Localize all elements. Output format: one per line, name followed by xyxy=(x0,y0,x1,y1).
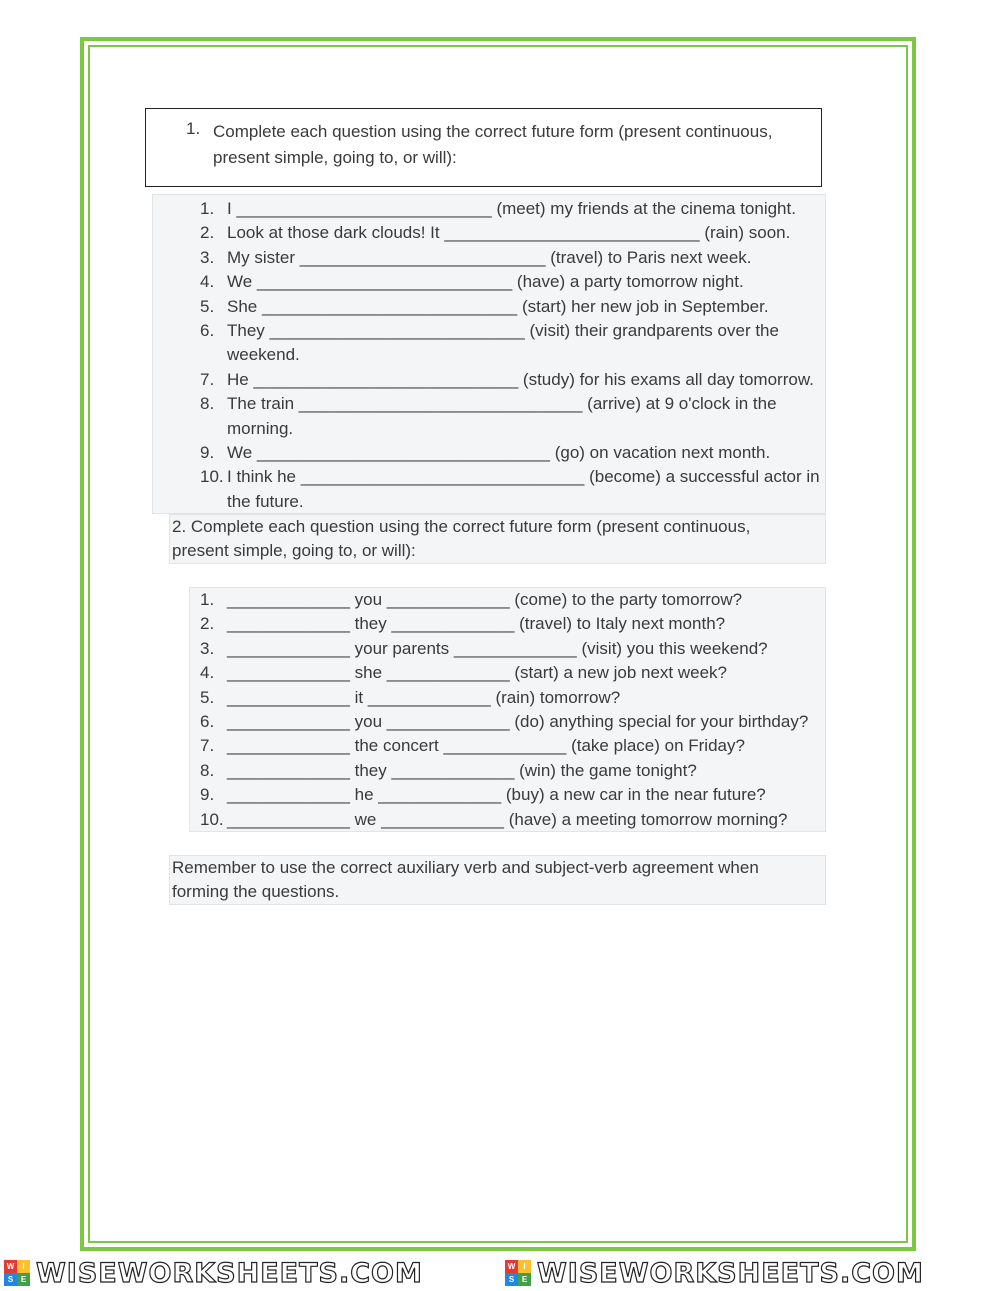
section1-item-text: He ____________________________ (study) for his exams all day tomorrow. xyxy=(227,369,814,389)
logo-cube-icon: W I S E xyxy=(4,1260,30,1286)
section2-item-text: _____________ the concert _____________ (take place) on Friday? xyxy=(227,736,745,756)
reminder-line2: forming the questions. xyxy=(172,882,340,901)
section2-item-number: 10. xyxy=(200,809,224,829)
section1-item-text: I think he ______________________________ (become) a successful actor in xyxy=(227,467,820,487)
section1-header-box xyxy=(145,108,822,187)
section2-item-number: 1. xyxy=(200,590,215,609)
section1-number: 1. xyxy=(186,119,201,138)
section1-item-number: 1. xyxy=(200,199,215,218)
section2-item-number: 3. xyxy=(200,638,215,658)
section2-item-text: _____________ we _____________ (have) a meeting tomorrow morning? xyxy=(227,809,788,829)
section2-item-number: 9. xyxy=(200,785,215,805)
section2-item-text: _____________ you _____________ (do) anything special for your birthday? xyxy=(227,712,809,731)
section2-instruction-line2: present simple, going to, or will): xyxy=(172,541,416,560)
section1-item-text: They ___________________________ (visit) their grandparents over the xyxy=(227,321,779,340)
section1-item-text: the future. xyxy=(227,491,304,511)
section2-item-text: _____________ your parents _____________ (visit) you this weekend? xyxy=(227,638,768,658)
section1-item-text: I ___________________________ (meet) my friends at the cinema tonight. xyxy=(227,199,796,218)
section1-item-text: We ___________________________ (have) a party tomorrow night. xyxy=(227,272,744,292)
section1-item-text: We _______________________________ (go) on vacation next month. xyxy=(227,443,771,462)
section2-item-text: _____________ she _____________ (start) a new job next week? xyxy=(227,663,727,683)
section1-item-number: 6. xyxy=(200,321,215,340)
section1-item-number: 8. xyxy=(200,394,215,414)
section2-item-text: _____________ he _____________ (buy) a new car in the near future? xyxy=(227,785,766,805)
section1-item-text: morning. xyxy=(227,418,294,438)
section1-item-number: 3. xyxy=(200,247,215,267)
section1-item-number: 4. xyxy=(200,272,215,292)
section1-item-number: 9. xyxy=(200,443,215,462)
section1-item-number: 10. xyxy=(200,467,224,487)
section2-item-text: _____________ they _____________ (travel) to Italy next month? xyxy=(227,614,726,634)
section2-item-number: 8. xyxy=(200,760,215,780)
logo-text: WISEWORKSHEETS.COM xyxy=(36,1257,423,1289)
section2-item-number: 4. xyxy=(200,663,215,683)
logo-cube-icon: W I S E xyxy=(505,1260,531,1286)
section2-item-text: _____________ it _____________ (rain) tomorrow? xyxy=(227,687,621,707)
footer-logo-left xyxy=(4,1258,423,1288)
section1-instruction: Complete each question using the correct future form (present continuous, present simple, going to, or will): xyxy=(213,122,773,167)
reminder-line1: Remember to use the correct auxiliary verb and subject-verb agreement when xyxy=(172,858,759,877)
section2-item-number: 6. xyxy=(200,712,215,731)
section1-item-text: The train ______________________________ (arrive) at 9 o'clock in the xyxy=(227,394,777,414)
section1-item-number: 7. xyxy=(200,369,215,389)
section1-item-text: Look at those dark clouds! It ___________________________ (rain) soon. xyxy=(227,223,791,243)
section1-item-number: 5. xyxy=(200,296,215,316)
section2-instruction-line1: 2. Complete each question using the correct future form (present continuous, xyxy=(172,517,751,536)
footer-logo-right xyxy=(505,1258,924,1288)
section2-item-text: _____________ they _____________ (win) the game tonight? xyxy=(227,760,697,780)
footer-watermark xyxy=(0,1254,1000,1291)
section1-item-text: She ___________________________ (start) her new job in September. xyxy=(227,296,769,316)
section2-item-text: _____________ you _____________ (come) to the party tomorrow? xyxy=(227,590,743,609)
section1-item-text: My sister __________________________ (travel) to Paris next week. xyxy=(227,247,752,267)
section2-item-number: 5. xyxy=(200,687,215,707)
section1-item-text: weekend. xyxy=(227,345,300,365)
section2-item-number: 7. xyxy=(200,736,215,756)
section1-item-number: 2. xyxy=(200,223,215,243)
section2-item-number: 2. xyxy=(200,614,215,634)
logo-text: WISEWORKSHEETS.COM xyxy=(537,1257,924,1289)
